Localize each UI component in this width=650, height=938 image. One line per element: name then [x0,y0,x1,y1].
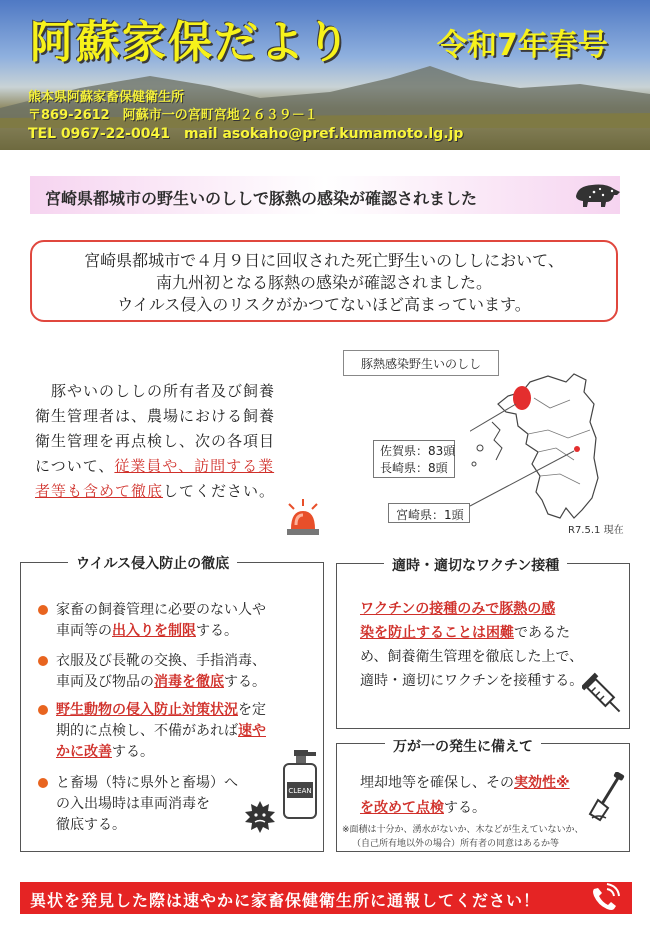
disinfectant-bottle-icon [280,748,320,820]
emphasis-text: 従業員や、訪問する業 [114,457,275,475]
bullet-text: 車両等の出入りを制限する。 [56,623,238,639]
report-message: 異状を発見した際は速やかに家畜保健衛生所に通報してください！ [30,891,541,910]
section-text: を改めて点検する。 [360,800,486,816]
bottle-label: CLEAN [288,787,312,795]
shovel-icon [588,772,628,822]
bullet-text: 車両及び物品の消毒を徹底する。 [56,674,266,690]
bullet-text: 野生動物の侵入防止対策状況を定 [56,702,266,718]
section-title: ウイルス侵入防止の徹底 [68,553,237,573]
org-name: 熊本県阿蘇家畜保健衛生所 [28,90,185,105]
bullet-icon [38,778,48,788]
section-text: 埋却地等を確保し、その実効性※ [360,775,570,791]
bullet-text: 期的に点検し、不備があれば速や [56,723,266,739]
footnote: （自己所有地以外の場合）所有者の同意はあるか等 [352,839,560,849]
issue-label: 令和7年春号 [437,28,608,63]
miyazaki-count: 宮崎県：1頭 [396,508,464,522]
newsletter-title: 阿蘇家保だより [30,17,352,68]
map-title: 豚熱感染野生いのしし [360,357,481,371]
section-title: 万が一の発生に備えて [385,736,541,756]
emphasis-text: 者等も含めて徹底 [35,482,164,500]
map-date: R7.5.1 現在 [568,525,624,536]
bullet-text: かに改善する。 [56,744,154,760]
intro-line: について、従業員や、訪問する業 [35,457,275,475]
germ-icon [243,800,277,834]
section-text: 適時・適切にワクチンを接種する。 [360,673,584,689]
org-address: 〒869-2612 阿蘇市一の宮町宮地２６３９－１ [28,108,318,123]
alert-line: 南九州初となる豚熱の感染が確認されました。 [155,273,492,292]
bullet-text: と畜場（特に県外と畜場）へ [56,775,238,791]
bullet-text: の入出場時は車両消毒を [56,796,210,812]
siren-icon [281,495,325,539]
footnote: ※面積は十分か、湧水がないか、木などが生えていないか、 [342,825,584,835]
bullet-icon [38,705,48,715]
phone-icon [588,883,620,913]
boar-icon [572,180,622,208]
section-title: 適時・適切なワクチン接種 [384,555,567,575]
alert-line: 宮崎県都城市で４月９日に回収された死亡野生いのししにおいて、 [84,251,564,270]
bullet-icon [38,656,48,666]
syringe-icon [582,672,626,720]
kyushu-map [470,368,620,523]
alert-line: ウイルス侵入のリスクがかつてないほど高まっています。 [117,295,531,314]
headline-text: 宮崎県都城市の野生いのししで豚熱の感染が確認されました [45,189,478,208]
intro-line: 衛生管理者は、農場における飼養 [35,407,276,425]
intro-line: 者等も含めて徹底してください。 [35,482,276,500]
section-text: め、飼養衛生管理を徹底した上で、 [360,649,584,665]
bullet-text: 徹底する。 [56,817,126,833]
section-text: 染を防止することは困難であるた [360,625,570,641]
intro-line: 衛生管理を再点検し、次の各項目 [35,432,276,450]
intro-line: 豚やいのししの所有者及び飼養 [35,382,276,400]
bullet-icon [38,605,48,615]
header-photo [0,0,650,150]
section-text: ワクチンの接種のみで豚熱の感 [360,601,556,617]
bullet-text: 家畜の飼養管理に必要のない人や [56,602,266,618]
bullet-text: 衣服及び長靴の交換、手指消毒、 [56,653,266,669]
org-contact: TEL 0967-22-0041 mail asokaho@pref.kumamoto.lg.jp [28,126,464,142]
saga-count: 佐賀県：83頭 長崎県：8頭 [380,444,456,475]
